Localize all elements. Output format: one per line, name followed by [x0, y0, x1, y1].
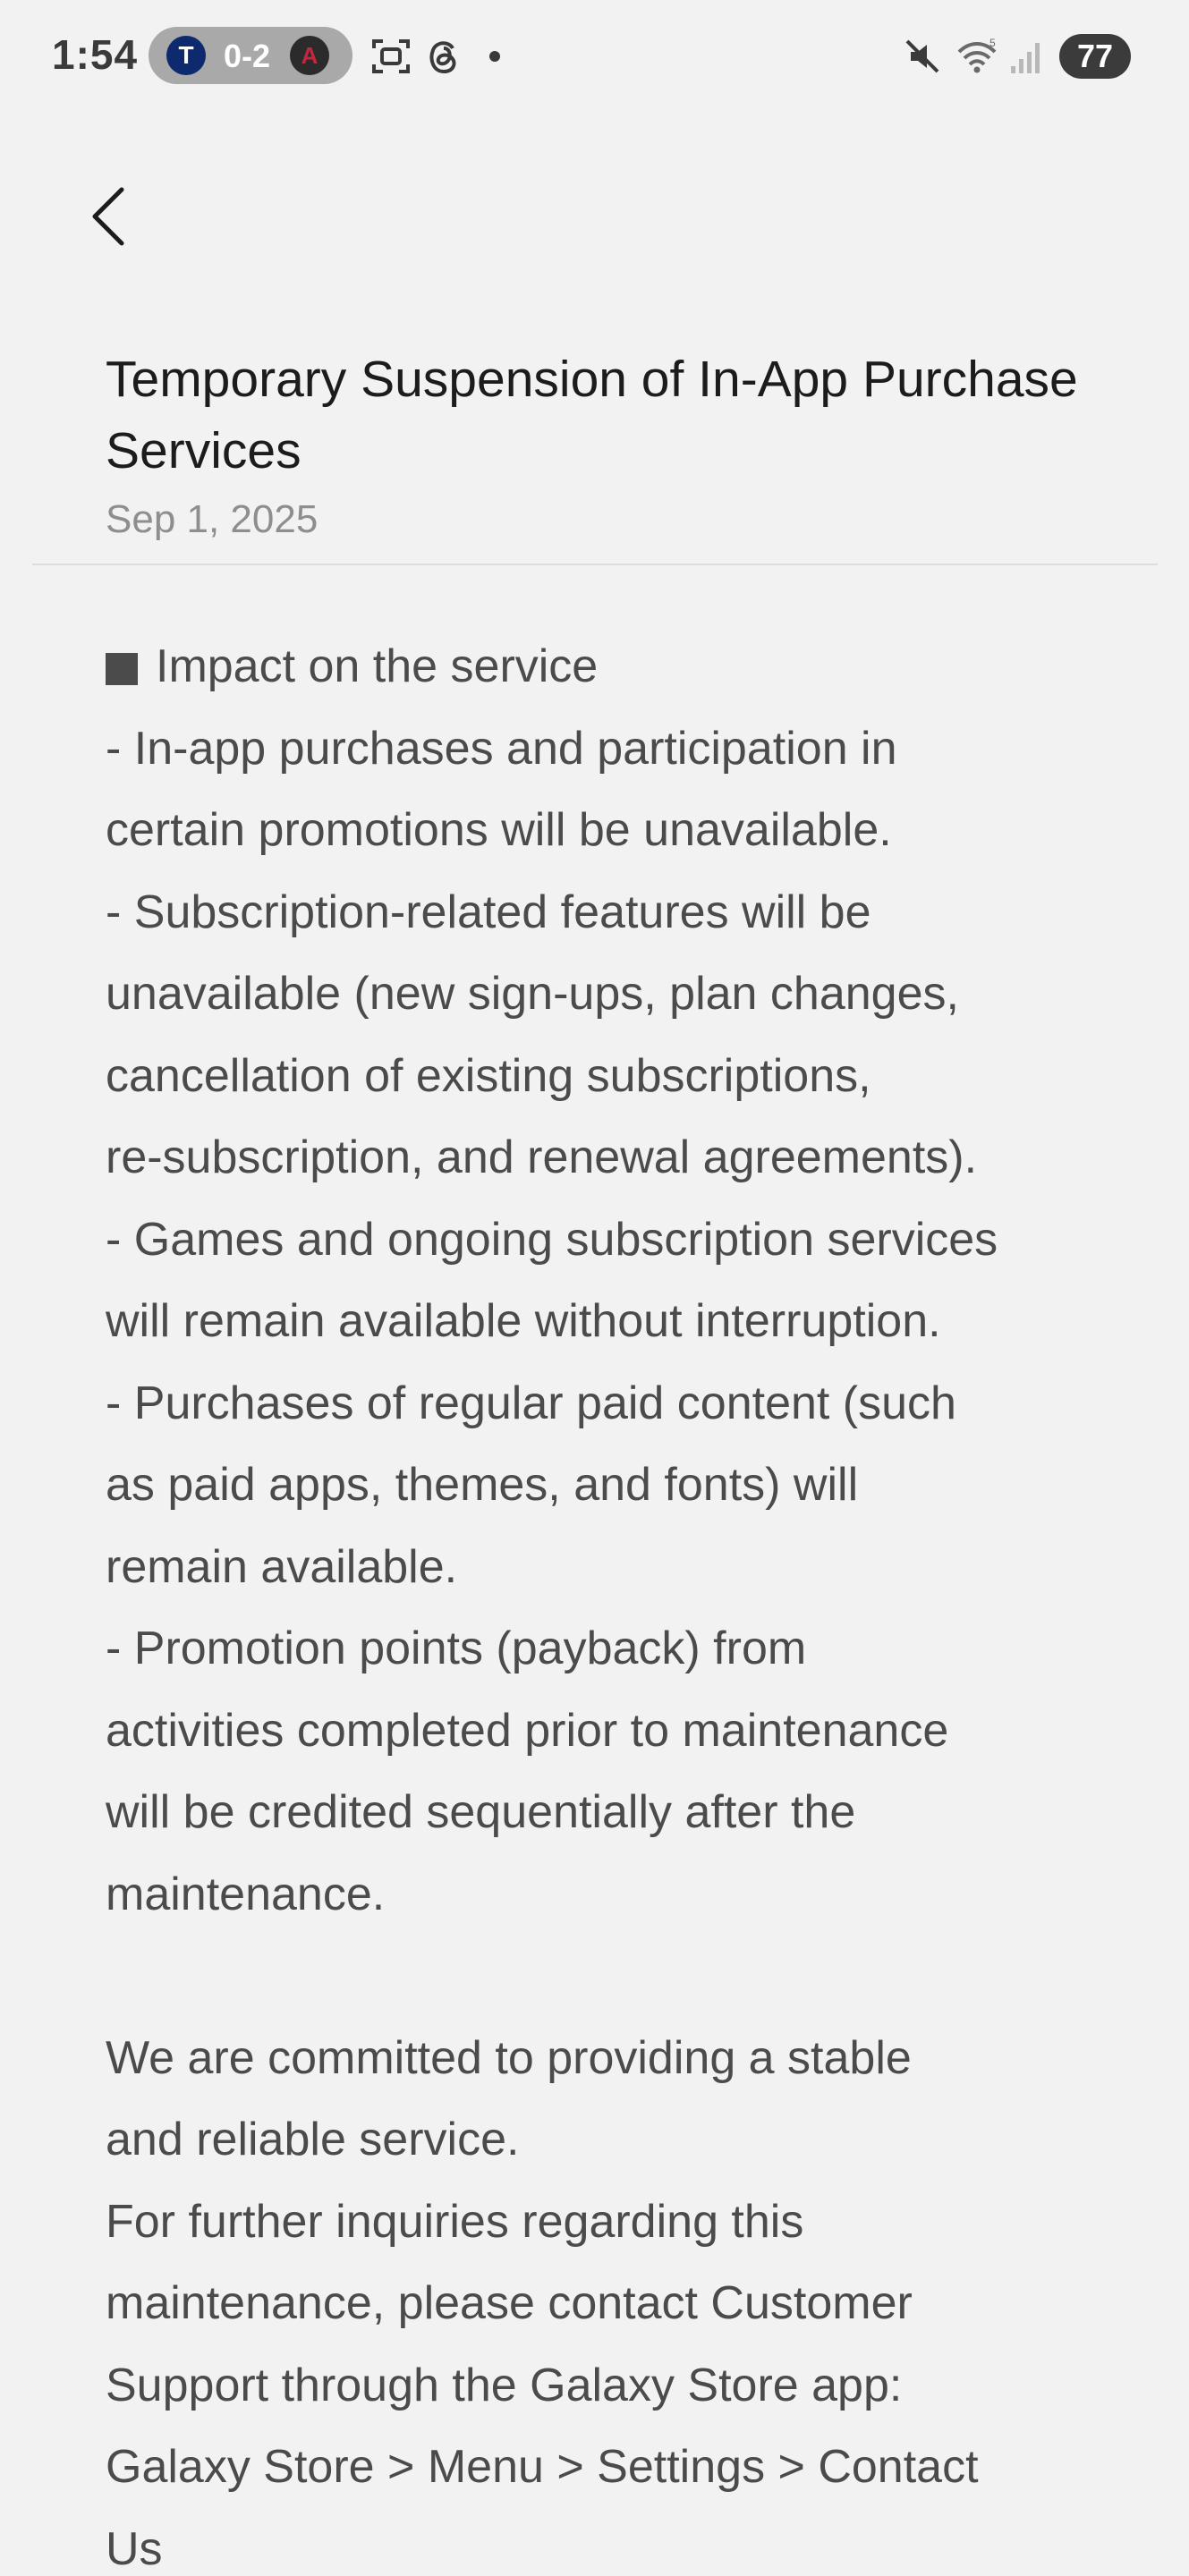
header-divider [32, 564, 1158, 565]
body-line: - In-app purchases and participation in [106, 722, 897, 775]
closing-line: Us [106, 2522, 163, 2575]
section-heading: Impact on the service [106, 626, 1108, 708]
paragraph-gap [106, 1936, 1108, 2018]
svg-text:5: 5 [989, 37, 996, 49]
chevron-left-icon [82, 239, 136, 254]
body-line: remain available. [106, 1540, 458, 1593]
notice-body [106, 626, 1108, 2576]
body-line: - Purchases of regular paid content (such [106, 1377, 956, 1429]
closing-line: Galaxy Store > Menu > Settings > Contact [106, 2441, 979, 2493]
body-line: activities completed prior to maintenance [106, 1704, 949, 1757]
live-score-text: 0-2 [224, 38, 271, 74]
body-line: unavailable (new sign-ups, plan changes, [106, 968, 959, 1020]
notice-date: Sep 1, 2025 [106, 497, 318, 541]
closing-line: For further inquiries regarding this [106, 2195, 804, 2248]
threads-icon [422, 36, 463, 81]
body-line: will remain available without interruption. [106, 1295, 941, 1347]
battery-indicator: 77 [1059, 34, 1131, 79]
body-line: - Subscription-related features will be [106, 886, 871, 938]
body-line: certain promotions will be unavailable. [106, 804, 892, 856]
closing-line: and reliable service. [106, 2114, 520, 2165]
status-bar [0, 0, 1189, 113]
live-score-pill[interactable] [149, 27, 352, 84]
closing-line: We are committed to providing a stable [106, 2031, 912, 2084]
team-a-logo: T [166, 36, 206, 75]
square-bullet-icon [106, 653, 138, 685]
team-b-logo: A [290, 36, 329, 75]
screenshot-icon [370, 36, 412, 81]
notification-dot-icon [488, 50, 501, 67]
closing-line: Support through the Galaxy Store app: [106, 2359, 903, 2411]
wifi-icon [955, 36, 998, 81]
body-line: - Games and ongoing subscription services [106, 1213, 998, 1266]
signal-icon [1009, 36, 1045, 81]
body-line: as paid apps, themes, and fonts) will [106, 1459, 859, 1511]
body-line: will be credited sequentially after the [106, 1786, 856, 1838]
body-line: re-subscription, and renewal agreements). [106, 1131, 978, 1183]
status-time: 1:54 [52, 31, 139, 78]
closing-line: maintenance, please contact Customer [106, 2277, 913, 2329]
body-line: - Promotion points (payback) from [106, 1623, 807, 1674]
mute-icon [902, 36, 943, 81]
body-line: cancellation of existing subscriptions, [106, 1049, 871, 1102]
back-button[interactable] [82, 179, 136, 250]
notice-title: Temporary Suspension of In-App Purchase Services [106, 351, 1078, 479]
body-line: maintenance. [106, 1868, 386, 1920]
